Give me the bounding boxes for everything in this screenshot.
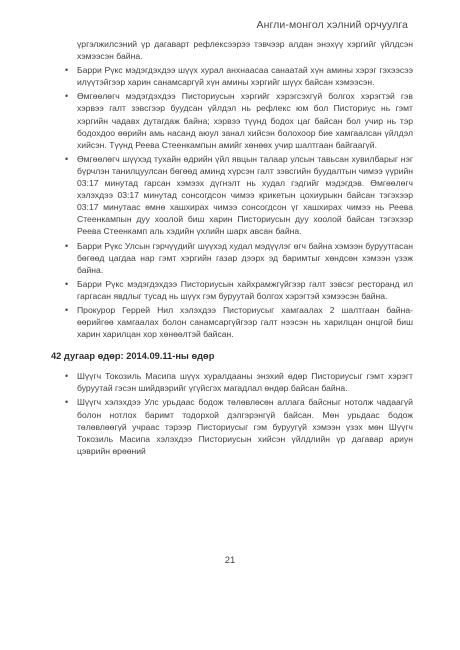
list-item (51, 396, 413, 456)
running-header: Англи-монгол хэлний орчуулга (256, 19, 408, 31)
bullet-list-bottom (51, 370, 413, 457)
bullet-text: Барри Рүкс мэдэгдэхдээ Писториусын хайхрамжгүйгээр галт зэвсэг ресторанд ил гаргасан явдлыг тусад нь шүүх гэм буруутай болгох хэрэгтэй хэмээсэн байна. (77, 278, 413, 301)
bullet-text: Барри Рүкс мэдэгдэхдээ шүүх хурал анхнаасаа санаатай хүн амины хэрэг гэхээсээ илүүтэйгээр харин санамсаргүй хүн амины хэргийг шүүх байсан хэмээсэн. (77, 65, 413, 88)
bullet-icon: • (65, 304, 69, 315)
bullet-text: Өмгөөлөгч мэдэгдэхдээ Писториусын хэргийг хэрэгсэхгүй болгох хэрэгтэй гэв хэрвээ галт зэвсгээр буудсан үйлдэл нь рефлекс юм бол Писториус нь гэмт хэргийн чадавх дутагдаж байна; хэрвээ түүнд бодох цаг байсан бол учир нь тэр бодохдоо өөрийн амь насанд аюул занал хийсэн болохоор бие хамгаалсан үйлдэл хийсэн. Түүнд Реева Стеенкампын амийг хөнөөх учир шалтгаан байгаагүй. (77, 91, 413, 150)
bullet-icon: • (65, 65, 69, 76)
list-item (51, 304, 413, 340)
list-item (51, 64, 413, 88)
bullet-text: Шүүгч Токозиль Масипа шүүх хуралдааны энэхий өдөр Писториусыг гэмт хэрэгт буруутай гэсэн шийдвэрийг үгүйсгэх магадлал өндөр байсан байна. (77, 371, 413, 394)
bullet-text: Өмгөөлөгч шүүхэд тухайн өдрийн үйл явцын талаар улсын тавьсан хувилбарыг нэг бүрчлэн танилцуулсан бөгөөд аминд хүрсэн галт зэвсгийн буудалтын чимээ үүрийн 03:17 минутад гарсан хэмээх дүгнэлт нь худал гэдгийг мэдэгдэв. Өмгөөлөгч хэлэхдээ 03:17 минутад сонсогдсон чимээ крикетын цохиурыкн байсан тэгэхээр 03:17 минутаас өмнө хашхирах чимээ сонсогдсон үг хашхирах чимээ нь Реева Стеенкампын дуу хоолой биш харин Писториусын дуу хоолой байсан тэгэхээр Реева Стеенкамп аль хэдийн үхлийн шарх авсан байна. (77, 153, 413, 237)
bullet-text: Барри Рүкс Улсын гэрчүүдийг шүүхэд худал мэдүүлэг өгч байна хэмээн буруутгасан бөгөөд цагдаа нар гэмт хэргийн газар дээрх эд баримтыг хөндсөн хэмээн үзэж байна. (77, 240, 413, 275)
bullet-text: Прокурор Геррей Нил хэлэхдээ Писториусыг хамгаалах 2 шалтгаан байна- өөрийгөө хамгаалах болон санамсаргүйгээр галт нээсэн нь харилцан онцгой биш харин харилцан хор хөнөөлтэй байсан. (77, 304, 413, 340)
list-item (51, 370, 413, 394)
page-number: 21 (224, 555, 236, 566)
bullet-icon: • (65, 91, 69, 102)
bullet-icon: • (65, 240, 69, 251)
section-heading: 42 дугаар өдөр: 2014.09.11-ны өдөр (51, 351, 215, 362)
bullet-icon: • (65, 397, 69, 408)
list-item (51, 240, 413, 276)
bullet-icon: • (65, 371, 69, 382)
list-item (51, 153, 413, 238)
list-item (51, 90, 413, 150)
bullet-text: Шүүгч хэлэхдээ Улс урьдаас бодож төлөвлөсөн аллага байсныг нотолж чадаагүй болон нотлох баримт тодорхой дэлгэрэнгүй байсан. Мөн урьдаас бодож төлөвлөөгүй учраас тэрээр Писториусыг гэм буруугүй хэмээн үзэх мөн Шүүгч Токозиль Масипа хэлэхдээ Писториусын хийсэн үйлдлийн үр дагавар ариун цэврийн өрөөний (77, 397, 413, 456)
bullet-icon: • (65, 153, 69, 164)
continuation-paragraph: үргэлжилсэний үр дагаварт рефлексээрээ тэвчээр алдан энэхүү хэргийг үйлдсэн хэмээсэн байна. (77, 39, 413, 62)
list-item (51, 278, 413, 302)
bullet-icon: • (65, 278, 69, 289)
bullet-list-top (51, 64, 413, 340)
page-content (51, 38, 413, 459)
